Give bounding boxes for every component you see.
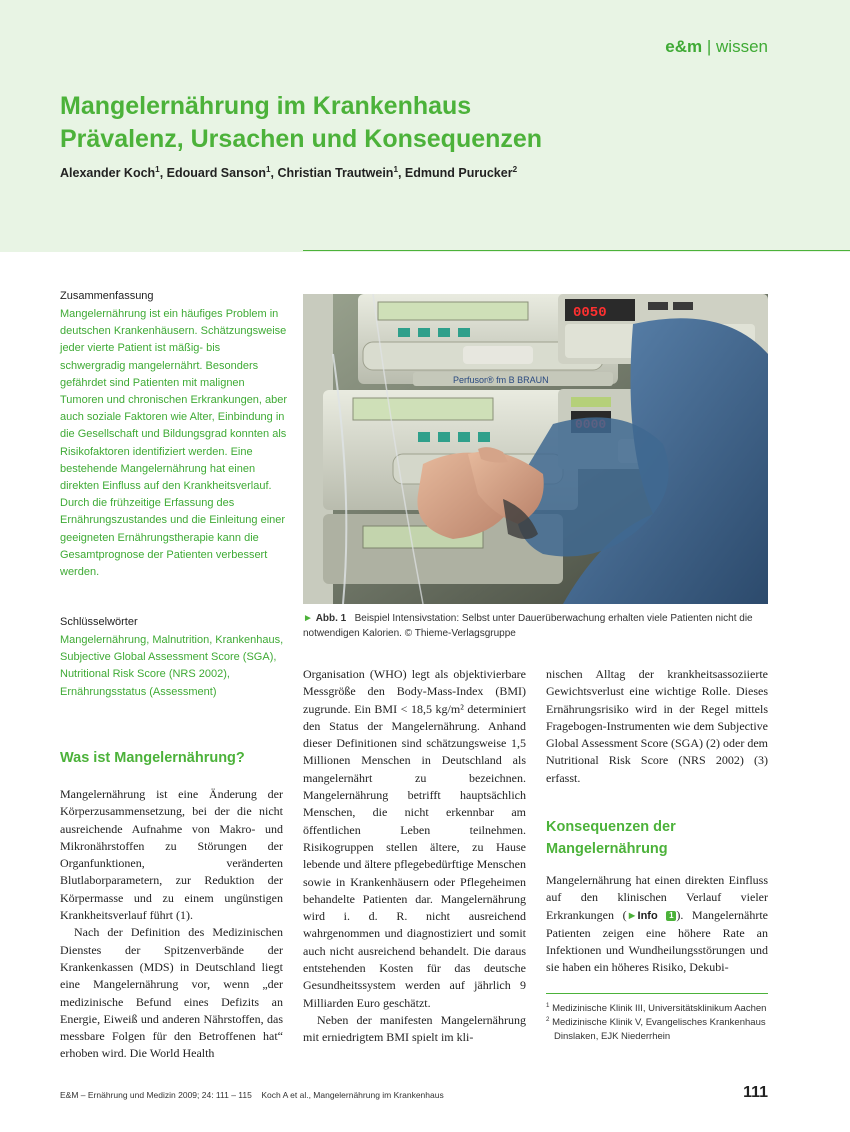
page-number: 111 <box>743 1084 768 1101</box>
paragraph: Neben der manifesten Mangelernährung mit erniedrigtem BMI spielt im kli- <box>303 1012 526 1045</box>
text-column-2 <box>303 666 526 1047</box>
figure-photo <box>303 294 768 604</box>
info-label: Info <box>637 909 658 922</box>
device-display: 0050 <box>573 305 607 321</box>
footnote <box>546 1016 768 1044</box>
text-column-1 <box>60 786 283 1063</box>
text-column-3-continued <box>546 872 768 977</box>
text-column-3 <box>546 666 768 787</box>
caption-text: Beispiel Intensivstation: Selbst unter Dauerüberwachung erhalten viele Patienten nicht die notwendigen Kalorien. © Thieme-Verlagsgruppe <box>303 613 753 639</box>
paragraph: Nach der Definition des Medizinischen Dienstes der Spitzenverbände der Krankenkassen (MDS) in Deutschland liegt eine Mangelernährung vor, wenn „der medizinische Befund eines Defizits an Energie, Eiweiß und anderen Nährstoffen, das messbare Folgen für den Betroffenen hat“ erhoben wird. Die World Health <box>60 925 283 1061</box>
abstract-heading: Zusammenfassung <box>60 290 154 302</box>
paragraph: Organisation (WHO) legt als objektivierbare Messgröße den Body-Mass-Index (BMI) zugrunde. Ein BMI < 18,5 kg/m² determiniert den Status der Mangelernährung. Anhand dieser Definitionen sind schätzungsweise 1,5 Millionen Menschen in Deutschland als mangelernährt zu bezeichnen. Mangelernährung betrifft hauptsächlich Menschen, die nicht erkennbar am öffentlichen Leben teilnehmen. Risikogruppen stellen ältere, zu Hause lebende und ältere pflegebedürftige Menschen sowie in Krankenhäusern oder Pflegeheimen behandelte Patienten dar. Mangelernährung wird i. d. R. nicht ausreichend wahrgenommen und diagnostiziert und somit auch nicht ausreichend behandelt. Die daraus entstehenden Kosten für das deutsche Gesundheitssystem werden auf jährlich 9 Milliarden Euro geschätzt. <box>303 667 526 1010</box>
author-affiliation: 1 <box>155 164 160 174</box>
author-separator: , <box>159 166 167 180</box>
keywords-text: Mangelernährung, Malnutrition, Krankenhaus, Subjective Global Assessment Score (SGA), Nutritional Risk Score (NRS 2002), Ernährungsstatus (Assessment) <box>60 634 284 698</box>
title-line-1: Mangelernährung im Krankenhaus <box>60 92 472 120</box>
article-title <box>60 90 780 156</box>
footnote-text: Medizinische Klinik III, Universitätsklinikum Aachen <box>552 1003 767 1014</box>
author-name: Edouard Sanson <box>166 166 266 180</box>
footnote-number: 1 <box>546 1001 550 1009</box>
paragraph <box>546 872 768 977</box>
figure-label: Abb. 1 <box>315 613 347 624</box>
paragraph-text: ). Mangelernährte Patienten zeigen eine höhere Rate an Infektionen und Wundheilungsstörungen und sie haben ein höheres Risiko, Dekubi- <box>546 907 768 975</box>
author-name: Alexander Koch <box>60 166 156 180</box>
info-number-badge: 1 <box>666 911 676 921</box>
author-name: Christian Trautwein <box>277 166 394 180</box>
footnote <box>546 1002 768 1016</box>
paragraph: Mangelernährung ist eine Änderung der Körperzusammensetzung, bei der die nicht ausreichende Aufnahme von Makro- und Mikronährstoffen zu Störungen der Organfunktionen, veränderten Blutlaborparametern, zur Reduktion der Körpermasse und zu einem ungünstigen Krankheitsverlauf führt (1). <box>60 787 283 923</box>
reference-arrow-icon: ► <box>626 909 638 922</box>
author-list <box>60 166 517 180</box>
author-separator: , <box>270 166 278 180</box>
header-divider <box>303 250 850 251</box>
abstract-text: Mangelernährung ist ein häufiges Problem in deutschen Krankenhäusern. Schätzungsweise jeder vierte Patient ist mäßig- bis schwergradig mangelernährt. Besonders gefährdet sind Patienten mit malignen Tumoren und chronischen Erkrankungen, aber auch soziale Faktoren wie Alter, Einbindung in die Gesellschaft und Bildungsgrad konnten als Risikofaktoren identifiziert werden. Eine bestehende Mangelernährung hat einen direkten Einfluss auf den Krankheitsverlauf. Durch die frühzeitige Erfassung des Ernährungszustandes und die Einleitung einer geeigneten Ernährungstherapie kann die Gesamtprognose der Patienten verbessert werden. <box>60 308 288 579</box>
section-separator: | <box>706 37 712 56</box>
figure-caption <box>303 611 768 641</box>
info-box-reference[interactable] <box>627 910 677 922</box>
section-label: wissen <box>716 37 768 56</box>
page-footer <box>60 1090 444 1100</box>
footnote-number: 2 <box>546 1015 550 1023</box>
running-title: Koch A et al., Mangelernährung im Krankenhaus <box>261 1090 444 1100</box>
keywords-heading: Schlüsselwörter <box>60 616 138 628</box>
paragraph: nischen Alltag der krankheitsassoziierte Gewichtsverlust eine wichtige Rolle. Dieses Ernährungsrisiko wird in der Regel mittels Fragebogen-Instrumenten wie dem Subjective Global Assessment Score (SGA) (2) oder dem Nutritional Risk Score (NRS 2002) (3) erfasst. <box>546 667 768 785</box>
author-affiliation: 2 <box>512 164 518 174</box>
journal-citation: E&M – Ernährung und Medizin 2009; 24: 111 – 115 <box>60 1090 252 1100</box>
paragraph-text: Mangelernährung hat einen direkten Einfluss auf den klinischen Verlauf vieler Erkrankungen ( <box>546 873 768 922</box>
brand-label: e&m <box>665 37 703 56</box>
title-line-2: Prävalenz, Ursachen und Konsequenzen <box>60 125 543 153</box>
author-affiliation: 1 <box>393 164 398 174</box>
footnote-text: Medizinische Klinik V, Evangelisches Krankenhaus Dinslaken, EJK Niederrhein <box>552 1017 766 1042</box>
section-heading: Konsequenzen der Mangelernährung <box>546 819 676 857</box>
footnote-divider <box>546 993 768 994</box>
device-label: Perfusor® fm B BRAUN <box>453 375 549 385</box>
caption-arrow-icon: ► <box>303 613 313 624</box>
author-affiliation: 1 <box>265 164 271 174</box>
affiliation-footnotes <box>546 1002 768 1044</box>
section-heading: Was ist Mangelernährung? <box>60 750 245 766</box>
section-tag <box>665 37 768 57</box>
author-separator: , <box>397 166 405 180</box>
author-name: Edmund Purucker <box>404 166 513 180</box>
